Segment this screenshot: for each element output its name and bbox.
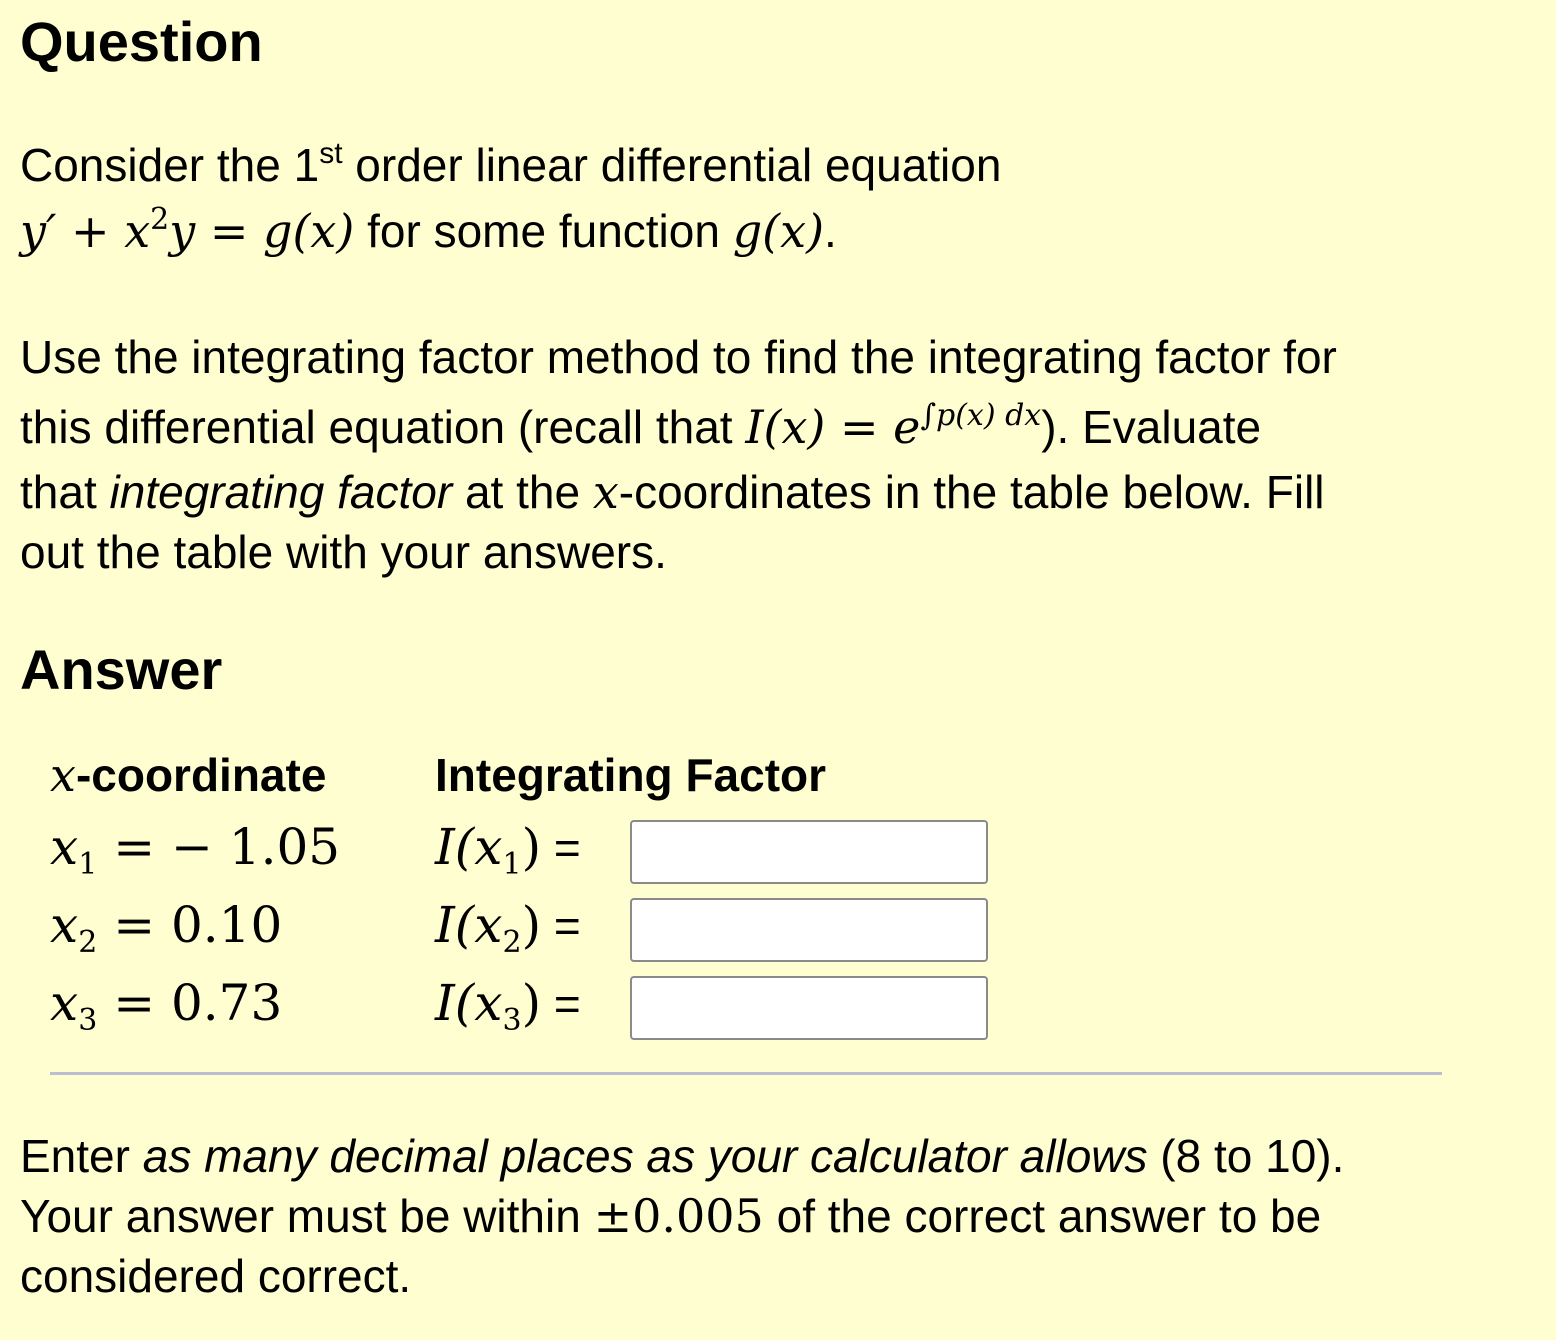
factor-input-2[interactable] xyxy=(630,898,988,962)
footer-line-3: considered correct. xyxy=(20,1250,412,1302)
intro-line-2: $y' + x^2y = g(x)$ for some function g(x). xyxy=(20,202,837,258)
equation: $y' + x^2y = g(x)$ xyxy=(20,202,355,258)
intro-line-1: Consider the 1st order linear differential equation xyxy=(20,137,1002,191)
factor-input-3[interactable] xyxy=(630,976,988,1040)
tolerance-value: ±0.005 xyxy=(593,1189,764,1243)
footer-line-1: Enter as many decimal places as your calculator allows (8 to 10). xyxy=(20,1130,1345,1182)
instruction-line-1: Use the integrating factor method to find the integrating factor for xyxy=(20,331,1337,383)
question-intro xyxy=(20,132,1001,264)
factor-label: $I(x_1)$ = xyxy=(435,818,581,882)
function-gx: g(x) xyxy=(732,204,825,258)
factor-input-1[interactable] xyxy=(630,820,988,884)
question-instructions xyxy=(20,322,1337,582)
ordinal-superscript: st xyxy=(319,137,343,170)
instruction-line-3: that integrating factor at the x-coordinates in the table below. Fill xyxy=(20,465,1325,519)
integrating-factor-formula: $I(x) = e^{\int p(x) dx}$ xyxy=(745,398,1042,454)
header-integrating-factor: Integrating Factor xyxy=(435,749,827,801)
factor-label: $I(x_3)$ = xyxy=(435,974,581,1038)
footer-instructions xyxy=(20,1126,1344,1306)
x-value: $x_2 = 0.10$ xyxy=(50,896,283,960)
factor-label: $I(x_2)$ = xyxy=(435,896,581,960)
x-value: $x_3 = 0.73$ xyxy=(50,974,283,1038)
answer-heading: Answer xyxy=(20,638,223,701)
x-value: $x_1$ = − 1.05 xyxy=(50,818,341,882)
divider xyxy=(50,1072,1442,1075)
instruction-line-2: this differential equation (recall that $I(x) = e^{\int p(x) dx}$). Evaluate xyxy=(20,398,1262,454)
instruction-line-4: out the table with your answers. xyxy=(20,526,667,578)
header-x-coordinate: x-coordinate xyxy=(50,748,327,802)
footer-line-2: Your answer must be within ±0.005 of the correct answer to be xyxy=(20,1189,1322,1243)
question-heading: Question xyxy=(20,10,263,73)
